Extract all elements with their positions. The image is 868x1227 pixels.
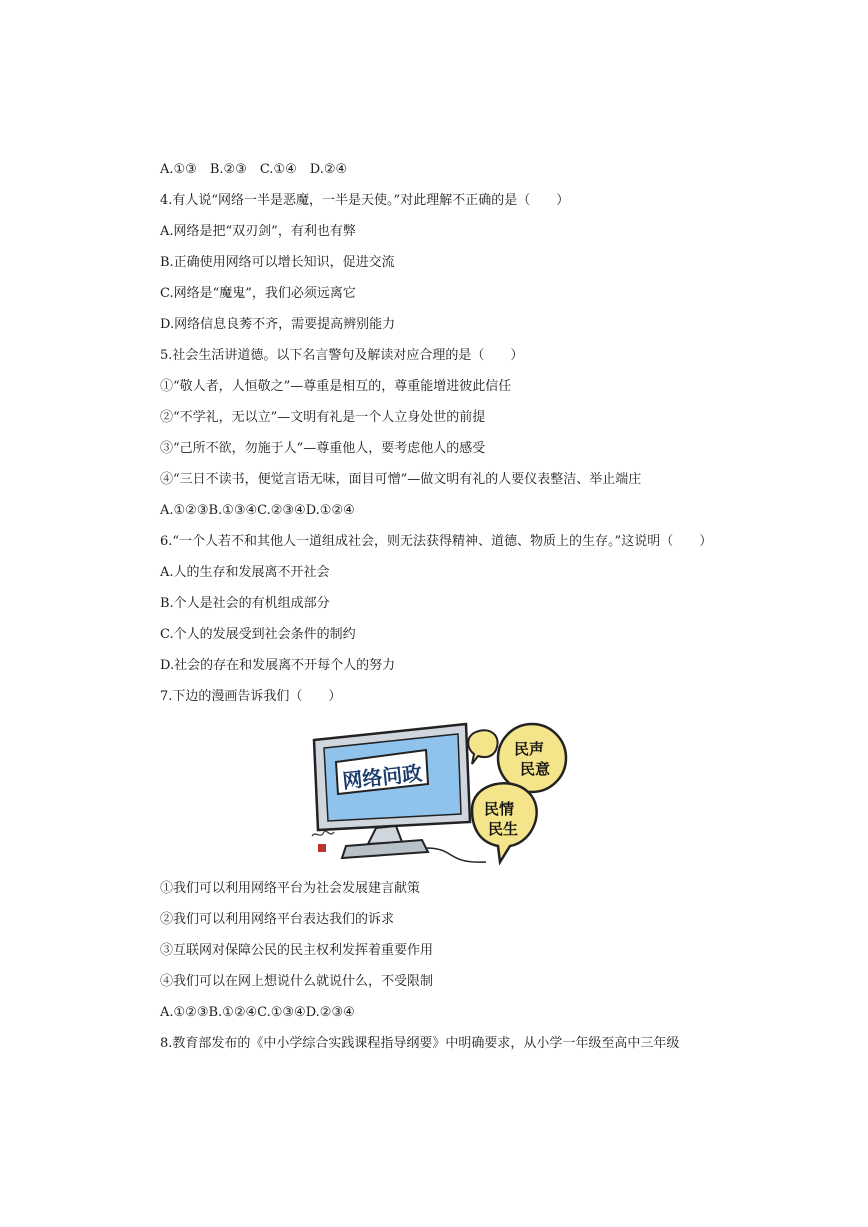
screen-text: 网络问政	[341, 760, 424, 794]
q4-option-b: B.正确使用网络可以增长知识，促进交流	[160, 255, 395, 270]
bubble1-line1: 民声	[514, 740, 545, 758]
bubble2-line2: 民生	[488, 820, 519, 838]
q4-option-c: C.网络是“魔鬼”，我们必须远离它	[160, 286, 356, 301]
monitor-cable	[426, 848, 486, 862]
q8-stem: 8.教育部发布的《中小学综合实践课程指导纲要》中明确要求，从小学一年级至高中三年级	[160, 1036, 680, 1051]
q4-option-a: A.网络是把“双刃剑”，有利也有弊	[160, 224, 356, 239]
q5-item-4: ④“三日不读书，便觉言语无味，面目可憎”—做文明有礼的人要仪表整洁、举止端庄	[160, 472, 642, 487]
q7-item-1: ①我们可以利用网络平台为社会发展建言献策	[160, 881, 421, 896]
q6-option-a: A.人的生存和发展离不开社会	[160, 565, 330, 580]
q7-item-2: ②我们可以利用网络平台表达我们的诉求	[160, 912, 395, 927]
monitor-base	[342, 840, 428, 858]
q7-item-3: ③互联网对保障公民的民主权利发挥着重要作用	[160, 943, 434, 958]
q5-item-2: ②“不学礼，无以立”—文明有礼是一个人立身处世的前提	[160, 410, 486, 425]
q5-options: A.①②③B.①③④C.②③④D.①②④	[160, 503, 355, 518]
q7-stem: 7.下边的漫画告诉我们（ ）	[160, 689, 342, 704]
q4-stem: 4.有人说“网络一半是恶魔，一半是天使。”对此理解不正确的是（ ）	[160, 193, 570, 208]
speech-bubble-1	[498, 724, 566, 792]
bubble2-line1: 民情	[484, 800, 515, 818]
q6-stem: 6.“一个人若不和其他人一道组成社会，则无法获得精神、道德、物质上的生存。”这说明（ ）	[160, 534, 713, 549]
q3-options: A.①③ B.②③ C.①④ D.②④	[160, 162, 348, 177]
artist-seal-icon	[318, 844, 326, 852]
q6-option-d: D.社会的存在和发展离不开每个人的努力	[160, 658, 396, 673]
small-bubble	[468, 730, 497, 764]
cartoon-internet-governance	[306, 718, 568, 868]
q6-option-c: C.个人的发展受到社会条件的制约	[160, 627, 356, 642]
q4-option-d: D.网络信息良莠不齐，需要提高辨别能力	[160, 317, 396, 332]
q6-option-b: B.个人是社会的有机组成部分	[160, 596, 330, 611]
q7-options: A.①②③B.①②④C.①③④D.②③④	[160, 1005, 355, 1020]
bubble1-line2: 民意	[520, 760, 551, 778]
q5-item-1: ①“敬人者，人恒敬之”—尊重是相互的，尊重能增进彼此信任	[160, 379, 512, 394]
q5-item-3: ③“己所不欲，勿施于人”—尊重他人，要考虑他人的感受	[160, 441, 486, 456]
artist-signature	[312, 831, 334, 836]
q5-stem: 5.社会生活讲道德。以下名言警句及解读对应合理的是（ ）	[160, 348, 524, 363]
q7-item-4: ④我们可以在网上想说什么就说什么，不受限制	[160, 974, 434, 989]
